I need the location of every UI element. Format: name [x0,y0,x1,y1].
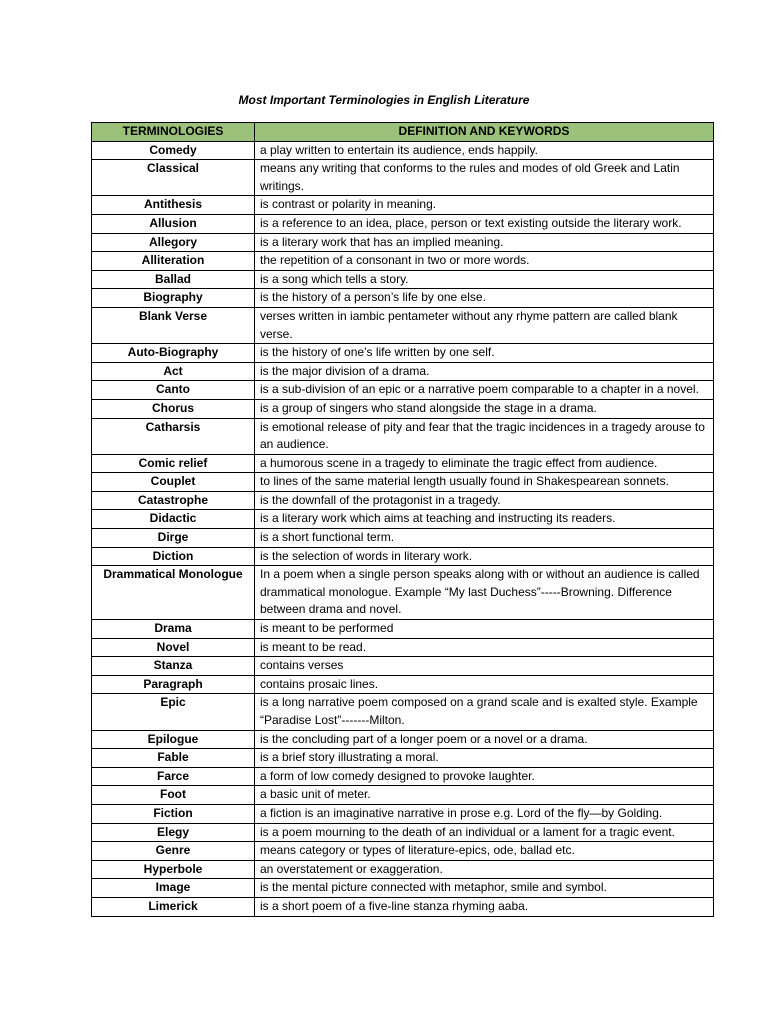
definition-cell: is the history of a person’s life by one else. [255,289,714,308]
definition-cell: contains prosaic lines. [255,675,714,694]
table-row [92,270,714,289]
definition-cell: is meant to be performed [255,620,714,639]
definition-cell: an overstatement or exaggeration. [255,860,714,879]
term-cell: Didactic [92,510,255,529]
definition-cell: the repetition of a consonant in two or more words. [255,252,714,271]
definition-cell: is a brief story illustrating a moral. [255,749,714,768]
definition-cell: is emotional release of pity and fear that the tragic incidences in a tragedy arouse to an audience. [255,418,714,454]
table-row [92,566,714,620]
definition-cell: is the history of one’s life written by one self. [255,344,714,363]
definition-cell: is the selection of words in literary work. [255,547,714,566]
term-cell: Dirge [92,529,255,548]
definition-cell: is a group of singers who stand alongside the stage in a drama. [255,399,714,418]
table-row [92,381,714,400]
term-cell: Classical [92,160,255,196]
table-row [92,214,714,233]
term-cell: Auto-Biography [92,344,255,363]
table-row [92,454,714,473]
definition-cell: is a short functional term. [255,529,714,548]
term-cell: Genre [92,842,255,861]
definition-cell: is a poem mourning to the death of an individual or a lament for a tragic event. [255,823,714,842]
table-row [92,730,714,749]
table-row [92,344,714,363]
term-cell: Catharsis [92,418,255,454]
term-cell: Hyperbole [92,860,255,879]
definition-cell: to lines of the same material length usually found in Shakespearean sonnets. [255,473,714,492]
table-row [92,160,714,196]
table-row [92,638,714,657]
term-cell: Stanza [92,657,255,676]
definition-cell: In a poem when a single person speaks along with or without an audience is called drammatical monologue. Example “My last Duchess”-----Browning. Difference between drama and novel. [255,566,714,620]
header-definition: DEFINITION AND KEYWORDS [255,123,714,142]
term-cell: Alliteration [92,252,255,271]
definition-cell: is a short poem of a five-line stanza rhyming aaba. [255,897,714,916]
term-cell: Couplet [92,473,255,492]
table-row [92,694,714,730]
definition-cell: is a reference to an idea, place, person or text existing outside the literary work. [255,214,714,233]
table-row [92,510,714,529]
table-row [92,491,714,510]
table-header-row [92,123,714,142]
table-row [92,767,714,786]
term-cell: Drammatical Monologue [92,566,255,620]
table-row [92,657,714,676]
table-row [92,823,714,842]
term-cell: Epilogue [92,730,255,749]
table-row [92,141,714,160]
definition-cell: contains verses [255,657,714,676]
table-row [92,196,714,215]
term-cell: Biography [92,289,255,308]
table-row [92,620,714,639]
table-row [92,473,714,492]
term-cell: Limerick [92,897,255,916]
term-cell: Paragraph [92,675,255,694]
definition-cell: means any writing that conforms to the rules and modes of old Greek and Latin writings. [255,160,714,196]
header-terminologies: TERMINOLOGIES [92,123,255,142]
definition-cell: means category or types of literature-epics, ode, ballad etc. [255,842,714,861]
definition-cell: is a song which tells a story. [255,270,714,289]
table-row [92,252,714,271]
term-cell: Allusion [92,214,255,233]
definition-cell: is a literary work which aims at teaching and instructing its readers. [255,510,714,529]
table-row [92,860,714,879]
table-row [92,897,714,916]
definition-cell: is a long narrative poem composed on a grand scale and is exalted style. Example “Paradise Lost”-------Milton. [255,694,714,730]
table-row [92,786,714,805]
term-cell: Blank Verse [92,307,255,343]
definition-cell: is the mental picture connected with metaphor, smile and symbol. [255,879,714,898]
term-cell: Comic relief [92,454,255,473]
term-cell: Elegy [92,823,255,842]
table-row [92,307,714,343]
term-cell: Comedy [92,141,255,160]
table-row [92,399,714,418]
term-cell: Chorus [92,399,255,418]
term-cell: Antithesis [92,196,255,215]
table-row [92,842,714,861]
term-cell: Allegory [92,233,255,252]
terminology-table [91,122,714,917]
table-row [92,879,714,898]
term-cell: Foot [92,786,255,805]
table-body [92,141,714,916]
definition-cell: a fiction is an imaginative narrative in prose e.g. Lord of the fly—by Golding. [255,804,714,823]
table-row [92,289,714,308]
definition-cell: a basic unit of meter. [255,786,714,805]
definition-cell: is a sub-division of an epic or a narrative poem comparable to a chapter in a novel. [255,381,714,400]
table-row [92,233,714,252]
table-row [92,362,714,381]
term-cell: Act [92,362,255,381]
definition-cell: verses written in iambic pentameter without any rhyme pattern are called blank verse. [255,307,714,343]
term-cell: Canto [92,381,255,400]
term-cell: Drama [92,620,255,639]
table-row [92,418,714,454]
definition-cell: is meant to be read. [255,638,714,657]
definition-cell: is the major division of a drama. [255,362,714,381]
page-title: Most Important Terminologies in English Literature [238,93,530,107]
definition-cell: is a literary work that has an implied meaning. [255,233,714,252]
term-cell: Farce [92,767,255,786]
definition-cell: a form of low comedy designed to provoke laughter. [255,767,714,786]
term-cell: Fiction [92,804,255,823]
table-row [92,749,714,768]
definition-cell: is contrast or polarity in meaning. [255,196,714,215]
term-cell: Ballad [92,270,255,289]
term-cell: Diction [92,547,255,566]
term-cell: Image [92,879,255,898]
definition-cell: is the concluding part of a longer poem or a novel or a drama. [255,730,714,749]
definition-cell: is the downfall of the protagonist in a tragedy. [255,491,714,510]
table-row [92,804,714,823]
table-row [92,529,714,548]
term-cell: Fable [92,749,255,768]
table-row [92,547,714,566]
term-cell: Catastrophe [92,491,255,510]
term-cell: Epic [92,694,255,730]
definition-cell: a play written to entertain its audience, ends happily. [255,141,714,160]
table-row [92,675,714,694]
definition-cell: a humorous scene in a tragedy to eliminate the tragic effect from audience. [255,454,714,473]
term-cell: Novel [92,638,255,657]
